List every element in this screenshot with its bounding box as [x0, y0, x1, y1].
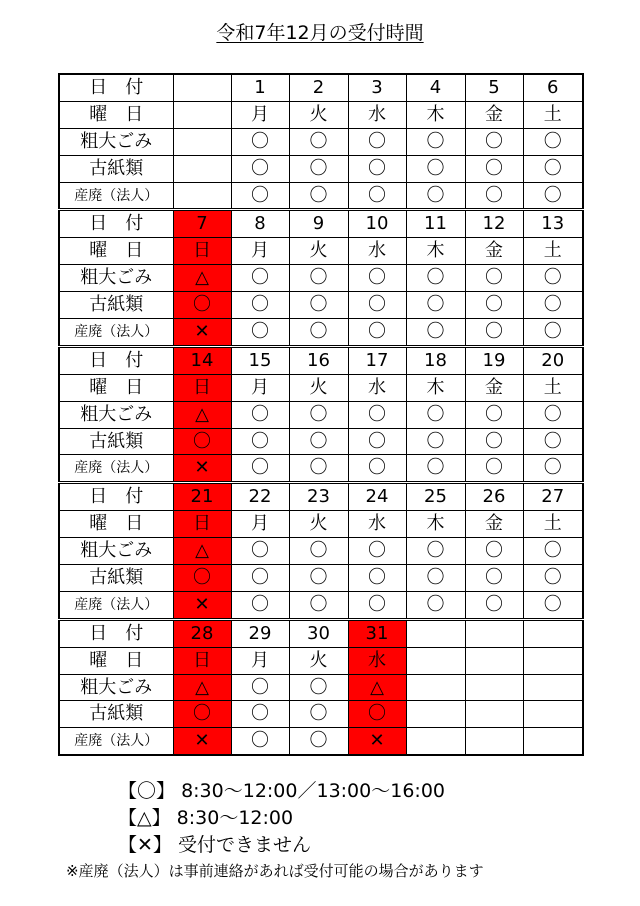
- weekday-row: [59, 101, 583, 128]
- day-cell: [523, 619, 583, 647]
- day-cell: 金: [465, 101, 523, 128]
- day-cell: 〇: [465, 591, 523, 619]
- day-cell: 月: [231, 101, 289, 128]
- industrial-row: [59, 182, 583, 210]
- day-cell: 28: [173, 619, 231, 647]
- day-cell: 5: [465, 74, 523, 101]
- day-cell: 木: [406, 101, 465, 128]
- schedule-table: [58, 73, 584, 756]
- day-cell: △: [173, 401, 231, 428]
- day-cell: 〇: [289, 319, 348, 347]
- legend-mark: 【〇】: [118, 780, 176, 802]
- row-label: 産廃（法人）: [59, 455, 173, 483]
- day-cell: 水: [348, 101, 406, 128]
- row-label: 産廃（法人）: [59, 728, 173, 755]
- day-cell: 8: [231, 210, 289, 238]
- row-label: 産廃（法人）: [59, 182, 173, 210]
- day-cell: 日: [173, 647, 231, 674]
- day-cell: 〇: [231, 155, 289, 182]
- day-cell: 〇: [406, 265, 465, 292]
- day-cell: 〇: [289, 674, 348, 701]
- day-cell: 26: [465, 483, 523, 511]
- day-cell: 11: [406, 210, 465, 238]
- date-row: [59, 483, 583, 511]
- page-title: [0, 18, 640, 45]
- day-cell: [465, 647, 523, 674]
- day-cell: 〇: [173, 701, 231, 728]
- day-cell: 〇: [406, 428, 465, 455]
- day-cell: △: [348, 674, 406, 701]
- day-cell: 4: [406, 74, 465, 101]
- legend-row-closed: [118, 832, 445, 859]
- row-label: 古紙類: [59, 292, 173, 319]
- day-cell: 〇: [231, 591, 289, 619]
- day-cell: 月: [231, 511, 289, 538]
- day-cell: 〇: [231, 565, 289, 592]
- legend-row-morning: [118, 805, 445, 832]
- date-row: [59, 346, 583, 374]
- weekday-row: [59, 511, 583, 538]
- day-cell: 〇: [406, 292, 465, 319]
- day-cell: 火: [289, 238, 348, 265]
- day-cell: 土: [523, 511, 583, 538]
- day-cell: ✕: [173, 455, 231, 483]
- day-cell: 〇: [523, 265, 583, 292]
- day-cell: 〇: [465, 319, 523, 347]
- legend-text: 受付できません: [177, 834, 311, 856]
- legend-row-open: [118, 778, 445, 805]
- day-cell: 〇: [173, 428, 231, 455]
- row-label: 日 付: [59, 619, 173, 647]
- day-cell: 〇: [231, 182, 289, 210]
- day-cell: 〇: [523, 591, 583, 619]
- date-row: [59, 210, 583, 238]
- day-cell: 〇: [406, 538, 465, 565]
- day-cell: 〇: [348, 182, 406, 210]
- day-cell: 〇: [348, 565, 406, 592]
- bulky-row: [59, 674, 583, 701]
- day-cell: 金: [465, 511, 523, 538]
- row-label: 古紙類: [59, 155, 173, 182]
- day-cell: 15: [231, 346, 289, 374]
- day-cell: 〇: [465, 565, 523, 592]
- day-cell: 金: [465, 374, 523, 401]
- footnote: ※産廃（法人）は事前連絡があれば受付可能の場合があります: [66, 862, 484, 880]
- day-cell: 〇: [289, 565, 348, 592]
- legend-mark: 【✕】: [118, 834, 172, 856]
- day-cell: 〇: [465, 292, 523, 319]
- day-cell: 2: [289, 74, 348, 101]
- row-label: 粗大ごみ: [59, 265, 173, 292]
- day-cell: 〇: [231, 319, 289, 347]
- row-label: 粗大ごみ: [59, 401, 173, 428]
- day-cell: 〇: [406, 319, 465, 347]
- day-cell: 〇: [231, 428, 289, 455]
- row-label: 曜 日: [59, 647, 173, 674]
- day-cell: [173, 74, 231, 101]
- day-cell: [465, 728, 523, 755]
- legend-mark: 【△】: [118, 807, 171, 829]
- day-cell: 16: [289, 346, 348, 374]
- bulky-row: [59, 401, 583, 428]
- day-cell: 〇: [289, 401, 348, 428]
- day-cell: ✕: [173, 728, 231, 755]
- day-cell: 9: [289, 210, 348, 238]
- industrial-row: [59, 319, 583, 347]
- day-cell: 〇: [465, 182, 523, 210]
- day-cell: 13: [523, 210, 583, 238]
- day-cell: 〇: [406, 182, 465, 210]
- row-label: 曜 日: [59, 101, 173, 128]
- day-cell: 〇: [348, 701, 406, 728]
- day-cell: 水: [348, 238, 406, 265]
- row-label: 古紙類: [59, 428, 173, 455]
- day-cell: 〇: [289, 701, 348, 728]
- day-cell: 〇: [465, 265, 523, 292]
- day-cell: 〇: [465, 538, 523, 565]
- row-label: 古紙類: [59, 701, 173, 728]
- title-text: 令和7年12月の受付時間: [216, 22, 424, 44]
- day-cell: 〇: [348, 292, 406, 319]
- day-cell: 〇: [289, 128, 348, 155]
- day-cell: 1: [231, 74, 289, 101]
- day-cell: 10: [348, 210, 406, 238]
- industrial-row: [59, 455, 583, 483]
- day-cell: [523, 674, 583, 701]
- day-cell: 19: [465, 346, 523, 374]
- day-cell: 日: [173, 238, 231, 265]
- day-cell: 〇: [289, 428, 348, 455]
- row-label: 日 付: [59, 74, 173, 101]
- day-cell: 〇: [348, 128, 406, 155]
- date-row: [59, 619, 583, 647]
- day-cell: 〇: [465, 455, 523, 483]
- day-cell: ✕: [173, 591, 231, 619]
- day-cell: 〇: [523, 538, 583, 565]
- day-cell: 〇: [231, 674, 289, 701]
- day-cell: [465, 619, 523, 647]
- row-label: 粗大ごみ: [59, 128, 173, 155]
- date-row: [59, 74, 583, 101]
- day-cell: 〇: [231, 292, 289, 319]
- day-cell: 〇: [465, 155, 523, 182]
- day-cell: 〇: [348, 455, 406, 483]
- day-cell: 土: [523, 374, 583, 401]
- day-cell: 〇: [289, 182, 348, 210]
- day-cell: △: [173, 538, 231, 565]
- weekday-row: [59, 238, 583, 265]
- day-cell: 金: [465, 238, 523, 265]
- legend-text: 8:30～12:00／13:00～16:00: [181, 780, 445, 802]
- day-cell: 〇: [406, 565, 465, 592]
- bulky-row: [59, 128, 583, 155]
- weekday-row: [59, 374, 583, 401]
- day-cell: 〇: [348, 428, 406, 455]
- day-cell: 〇: [289, 292, 348, 319]
- day-cell: 〇: [465, 428, 523, 455]
- day-cell: 〇: [348, 591, 406, 619]
- day-cell: 〇: [289, 728, 348, 755]
- legend: [118, 778, 445, 859]
- day-cell: 〇: [523, 401, 583, 428]
- row-label: 日 付: [59, 483, 173, 511]
- day-cell: 木: [406, 511, 465, 538]
- day-cell: 水: [348, 374, 406, 401]
- day-cell: 火: [289, 511, 348, 538]
- day-cell: 〇: [348, 538, 406, 565]
- day-cell: 水: [348, 647, 406, 674]
- industrial-row: [59, 591, 583, 619]
- day-cell: 27: [523, 483, 583, 511]
- row-label: 日 付: [59, 210, 173, 238]
- day-cell: 〇: [348, 155, 406, 182]
- row-label: 産廃（法人）: [59, 319, 173, 347]
- day-cell: 〇: [289, 265, 348, 292]
- day-cell: 〇: [173, 565, 231, 592]
- day-cell: 6: [523, 74, 583, 101]
- paper-row: [59, 565, 583, 592]
- industrial-row: [59, 728, 583, 755]
- day-cell: 〇: [173, 292, 231, 319]
- day-cell: 木: [406, 374, 465, 401]
- day-cell: 〇: [231, 128, 289, 155]
- row-label: 粗大ごみ: [59, 674, 173, 701]
- bulky-row: [59, 538, 583, 565]
- day-cell: 水: [348, 511, 406, 538]
- bulky-row: [59, 265, 583, 292]
- day-cell: [523, 647, 583, 674]
- paper-row: [59, 701, 583, 728]
- day-cell: ✕: [348, 728, 406, 755]
- day-cell: 23: [289, 483, 348, 511]
- day-cell: 〇: [348, 401, 406, 428]
- paper-row: [59, 428, 583, 455]
- day-cell: [523, 728, 583, 755]
- row-label: 曜 日: [59, 374, 173, 401]
- day-cell: 〇: [406, 401, 465, 428]
- day-cell: 〇: [523, 455, 583, 483]
- day-cell: 〇: [406, 128, 465, 155]
- day-cell: 25: [406, 483, 465, 511]
- day-cell: [406, 619, 465, 647]
- day-cell: 〇: [289, 155, 348, 182]
- day-cell: 〇: [289, 591, 348, 619]
- day-cell: 〇: [231, 401, 289, 428]
- day-cell: 30: [289, 619, 348, 647]
- day-cell: [406, 674, 465, 701]
- day-cell: 〇: [465, 128, 523, 155]
- row-label: 粗大ごみ: [59, 538, 173, 565]
- weekday-row: [59, 647, 583, 674]
- day-cell: 〇: [523, 565, 583, 592]
- day-cell: 〇: [289, 455, 348, 483]
- day-cell: 29: [231, 619, 289, 647]
- schedule-body: [59, 74, 583, 755]
- day-cell: 〇: [465, 401, 523, 428]
- day-cell: 月: [231, 374, 289, 401]
- paper-row: [59, 155, 583, 182]
- paper-row: [59, 292, 583, 319]
- day-cell: 〇: [231, 265, 289, 292]
- day-cell: 20: [523, 346, 583, 374]
- day-cell: 14: [173, 346, 231, 374]
- day-cell: [523, 701, 583, 728]
- row-label: 日 付: [59, 346, 173, 374]
- day-cell: 火: [289, 647, 348, 674]
- row-label: 曜 日: [59, 511, 173, 538]
- day-cell: 〇: [231, 728, 289, 755]
- day-cell: 〇: [231, 455, 289, 483]
- day-cell: 〇: [406, 455, 465, 483]
- day-cell: 〇: [289, 538, 348, 565]
- row-label: 産廃（法人）: [59, 591, 173, 619]
- day-cell: 7: [173, 210, 231, 238]
- day-cell: 火: [289, 101, 348, 128]
- day-cell: [465, 674, 523, 701]
- day-cell: 木: [406, 238, 465, 265]
- day-cell: 18: [406, 346, 465, 374]
- row-label: 古紙類: [59, 565, 173, 592]
- day-cell: 〇: [523, 182, 583, 210]
- day-cell: 〇: [523, 292, 583, 319]
- day-cell: 21: [173, 483, 231, 511]
- day-cell: 月: [231, 238, 289, 265]
- day-cell: 〇: [406, 155, 465, 182]
- day-cell: 〇: [523, 128, 583, 155]
- day-cell: 24: [348, 483, 406, 511]
- day-cell: 3: [348, 74, 406, 101]
- day-cell: [406, 647, 465, 674]
- legend-text: 8:30～12:00: [176, 807, 294, 829]
- day-cell: [406, 701, 465, 728]
- day-cell: 火: [289, 374, 348, 401]
- day-cell: 月: [231, 647, 289, 674]
- day-cell: [173, 128, 231, 155]
- day-cell: [173, 155, 231, 182]
- day-cell: 土: [523, 238, 583, 265]
- day-cell: [465, 701, 523, 728]
- day-cell: 22: [231, 483, 289, 511]
- day-cell: 17: [348, 346, 406, 374]
- day-cell: 〇: [348, 319, 406, 347]
- day-cell: [173, 101, 231, 128]
- day-cell: ✕: [173, 319, 231, 347]
- row-label: 曜 日: [59, 238, 173, 265]
- day-cell: 31: [348, 619, 406, 647]
- day-cell: 〇: [348, 265, 406, 292]
- day-cell: 〇: [231, 701, 289, 728]
- day-cell: △: [173, 674, 231, 701]
- day-cell: [406, 728, 465, 755]
- day-cell: 土: [523, 101, 583, 128]
- day-cell: 日: [173, 511, 231, 538]
- day-cell: 12: [465, 210, 523, 238]
- day-cell: 〇: [231, 538, 289, 565]
- day-cell: 〇: [523, 155, 583, 182]
- day-cell: △: [173, 265, 231, 292]
- day-cell: 〇: [523, 319, 583, 347]
- day-cell: [173, 182, 231, 210]
- day-cell: 日: [173, 374, 231, 401]
- day-cell: 〇: [406, 591, 465, 619]
- day-cell: 〇: [523, 428, 583, 455]
